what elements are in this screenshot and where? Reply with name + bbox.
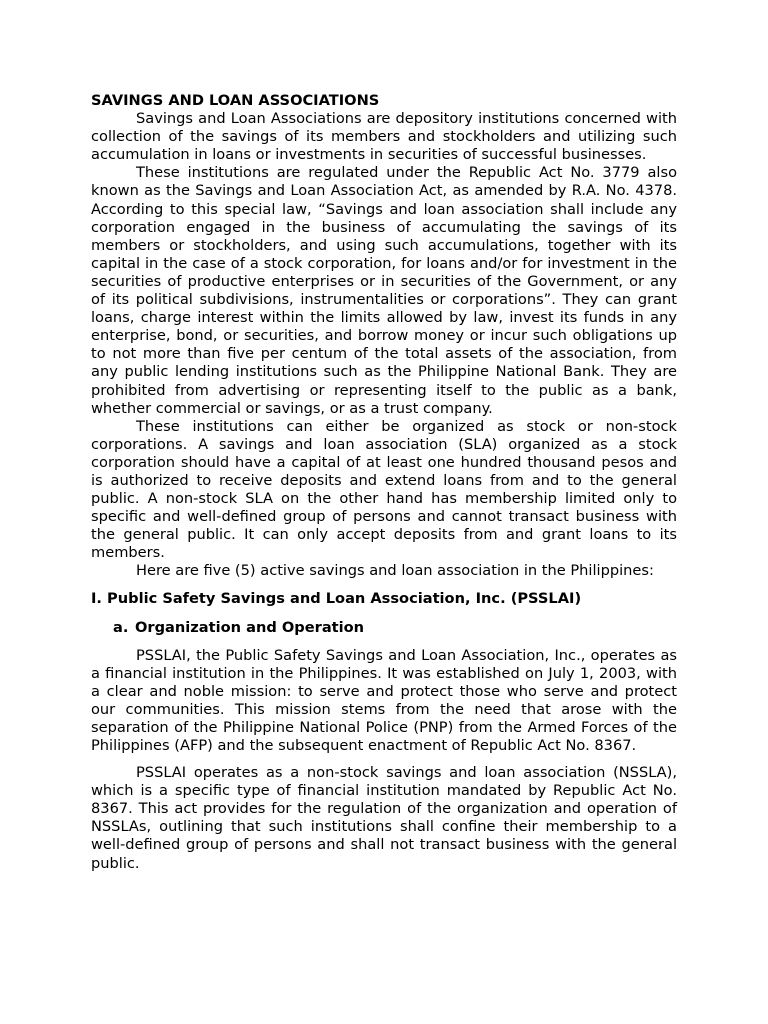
psslai-paragraph-2: PSSLAI operates as a non-stock savings and loan association (NSSLA), which is a specific type of financial institution mandated by Republic Act No. 8367. This act provides for the regulation of the organization and operation of NSSLAs, outlining that such institutions shall confine their membership to a well-defined group of persons and shall not transact business with the general public. xyxy=(91,764,677,872)
subsection-marker: a. xyxy=(113,618,129,636)
subsection-heading-text: Organization and Operation xyxy=(135,618,365,636)
intro-paragraph-2: These institutions are regulated under the Republic Act No. 3779 also known as the Savings and Loan Association Act, as amended by R.A. No. 4378. According to this special law, “Savings and loan association shall include any corporation engaged in the business of accumulating the savings of its members or stockholders, and using such accumulations, together with its capital in the case of a stock corporation, for loans and/or for investment in the securities of productive enterprises or in securities of the Government, or any of its political subdivisions, instrumentalities or corporations”. They can grant loans, charge interest within the limits allowed by law, invest its funds in any enterprise, bond, or securities, and borrow money or incur such obligations up to not more than five per centum of the total assets of the association, from any public lending institutions such as the Philippine National Bank. They are prohibited from advertising or representing itself to the public as a bank, whether commercial or savings, or as a trust company. xyxy=(91,164,677,417)
document-page xyxy=(91,92,677,873)
document-title: SAVINGS AND LOAN ASSOCIATIONS xyxy=(91,92,380,109)
intro-paragraph-4: Here are five (5) active savings and loan association in the Philippines: xyxy=(136,562,654,580)
psslai-paragraph-1: PSSLAI, the Public Safety Savings and Loan Association, Inc., operates as a financial institution in the Philippines. It was established on July 1, 2003, with a clear and noble mission: to serve and protect those who serve and protect our communities. This mission stems from the need that arose with the separation of the Philippine National Police (PNP) from the Armed Forces of the Philippines (AFP) and the subsequent enactment of Republic Act No. 8367. xyxy=(91,646,677,754)
intro-paragraph-1: Savings and Loan Associations are depository institutions concerned with collection of the savings of its members and stockholders and utilizing such accumulation in loans or investments in securities of successful businesses. xyxy=(91,110,677,164)
intro-paragraph-3: These institutions can either be organized as stock or non-stock corporations. A savings and loan association (SLA) organized as a stock corporation should have a capital of at least one hundred thousand pesos and is authorized to receive deposits and extend loans from and to the general public. A non-stock SLA on the other hand has membership limited only to specific and well-defined group of persons and cannot transact business with the general public. It can only accept deposits from and grant loans to its members. xyxy=(91,417,677,562)
section-heading-psslai: I. Public Safety Savings and Loan Association, Inc. (PSSLAI) xyxy=(91,589,582,607)
subsection-heading-organization xyxy=(91,618,677,638)
